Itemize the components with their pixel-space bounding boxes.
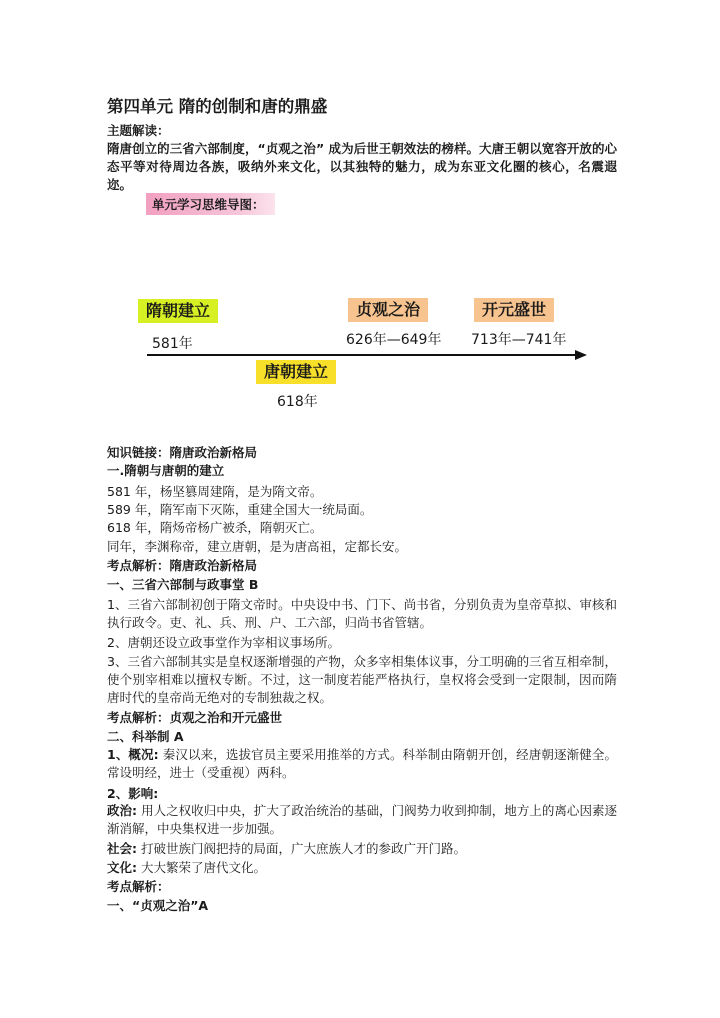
paragraph: 3、三省六部制其实是皇权逐渐增强的产物，众多宰相集体议事，分工明确的三省互相牵制，使个别宰相难以擅权专断。不过，这一制度若能严格执行，皇权将会受到一定限制，因而隋唐时代的皇帝尚无绝对的专制独裁之权。: [107, 654, 617, 705]
concept-label: 1、概况:: [107, 747, 159, 762]
keju-politics: [107, 802, 617, 838]
politics-label: 政治:: [107, 803, 138, 818]
section-heading: 知识链接：隋唐政治新格局: [107, 445, 258, 460]
politics-text: 用人之权收归中央，扩大了政治统治的基础，门阀势力收到抑制，地方上的离心因素逐渐消解，中央集权进一步加强。: [107, 803, 617, 836]
event-sui-label: 隋朝建立: [138, 299, 218, 323]
keju-concept: [107, 746, 617, 782]
section-heading: 考点解析：隋唐政治新格局: [107, 558, 258, 573]
timeline-arrow-icon: [575, 350, 587, 360]
paragraph: 2、唐朝还设立政事堂作为宰相议事场所。: [107, 635, 340, 650]
society-text: 打破世族门阀把持的局面，广大庶族人才的参政广开门路。: [140, 841, 466, 856]
event-sui-date: 581年: [152, 336, 193, 352]
theme-heading: 主题解读：: [107, 123, 170, 138]
subsection-heading: 一、“贞观之治”A: [107, 898, 209, 913]
event-tang-date: 618年: [277, 394, 318, 410]
event-zhenguan-label: 贞观之治: [348, 298, 428, 322]
event-kaiyuan-label: 开元盛世: [474, 298, 554, 322]
event-tang-label: 唐朝建立: [256, 360, 336, 384]
section-heading: 考点解析：贞观之治和开元盛世: [107, 710, 283, 725]
section-heading: 考点解析：: [107, 879, 170, 894]
mindmap-label: 单元学习思维导图：: [146, 193, 275, 215]
subsection-heading: 一、三省六部制与政事堂 B: [107, 577, 259, 592]
keju-culture: [107, 860, 266, 876]
impact-heading: 2、影响:: [107, 786, 159, 801]
paragraph: 1、三省六部制初创于隋文帝时。中央设中书、门下、尚书省，分别负责为皇帝草拟、审核和执行政令。吏、礼、兵、刑、户、工六部，归尚书省管辖。: [107, 597, 617, 630]
event-kaiyuan-date: 713年—741年: [471, 332, 567, 348]
culture-text: 大大繁荣了唐代文化。: [140, 860, 266, 875]
subsection-heading: 一.隋朝与唐朝的建立: [107, 463, 225, 478]
subsection-heading: 二、科举制 A: [107, 729, 184, 744]
text-line: 589 年，隋军南下灭陈，重建全国大一统局面。: [107, 502, 373, 517]
concept-text: 秦汉以来，选拔官员主要采用推举的方式。科举制由隋朝开创，经唐朝逐渐健全。常设明经，进士（受重视）两科。: [107, 747, 617, 780]
theme-text: 隋唐创立的三省六部制度，“贞观之治” 成为后世王朝效法的榜样。大唐王朝以宽容开放的心态平等对待周边各族，吸纳外来文化，以其独特的魅力，成为东亚文化圈的核心，名震遐迩。: [107, 141, 617, 192]
timeline-axis: [147, 354, 577, 356]
society-label: 社会:: [107, 841, 137, 856]
text-line: 618 年，隋炀帝杨广被杀，隋朝灭亡。: [107, 520, 323, 535]
event-zhenguan-date: 626年—649年: [346, 332, 442, 348]
page-title: 第四单元 隋的创制和唐的鼎盛: [107, 97, 328, 116]
culture-label: 文化:: [107, 860, 137, 875]
keju-society: [107, 841, 466, 857]
text-line: 同年，李渊称帝，建立唐朝，是为唐高祖，定都长安。: [107, 539, 408, 554]
text-line: 581 年，杨坚篡周建隋，是为隋文帝。: [107, 484, 323, 499]
